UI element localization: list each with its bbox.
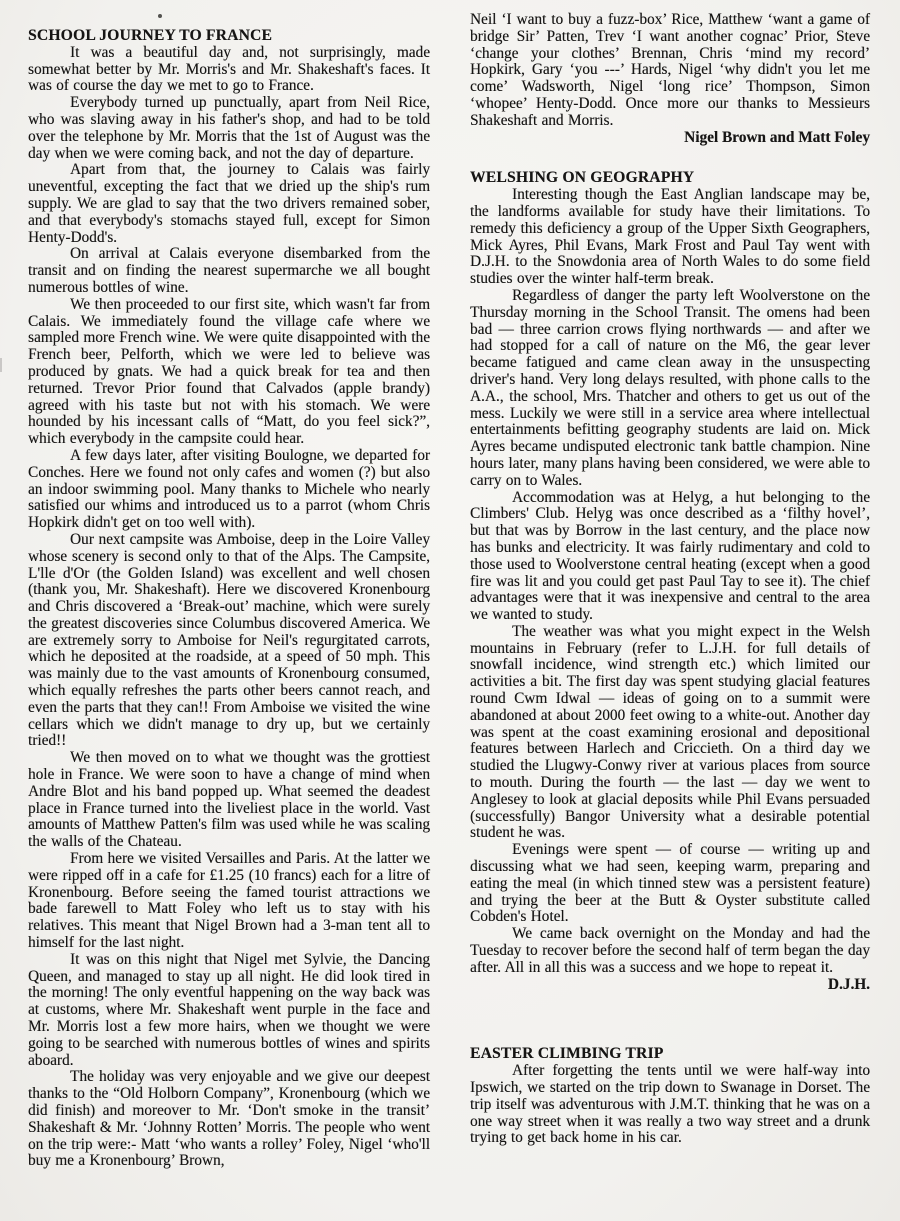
paragraph: A few days later, after visiting Boulogne, we departed for Conches. Here we found not only cafes and women (?) but also an indoor swimming pool. Many thanks to Michele who nearly satisfied our whims and introduced us to a parrot (whom Chris Hopkirk didn't get on too well with).	[28, 446, 430, 532]
paragraph: Accommodation was at Helyg, a hut belonging to the Climbers' Club. Helyg was once described as a ‘filthy hovel’, but that was by Borrow in the last century, and the place now has bunks and electricity. It was fairly rudimentary and cold to those used to Woolverstone central heating (except when a good fire was lit and you could get past Paul Tay to see it). The chief advantages were that it was inexpensive and central to the area we wanted to study.	[470, 488, 870, 624]
paragraph: It was a beautiful day and, not surprisingly, made somewhat better by Mr. Morris's and Mr. Shakeshaft's faces. It was of course the day we met to go to France.	[28, 43, 430, 95]
paragraph: The weather was what you might expect in the Welsh mountains in February (refer to L.J.H. for full details of snowfall incidence, wind strength etc.) which limited our activities a bit. The first day was spent studying glacial features round Cwm Idwal — ideas of going on to a summit were abandoned at about 2000 feet owing to a white-out. Another day was spent at the coast examining erosional and depositional features between Harlech and Criccieth. On a third day we studied the Llugwy-Conwy river at various places from source to mouth. During the fourth — the last — day we went to Anglesey to look at glacial deposits while Phil Evans persuaded (successfully) Bangor University what a desirable potential student he was.	[470, 622, 870, 842]
column-right	[470, 0, 870, 1147]
paragraph: We then proceeded to our first site, which wasn't far from Calais. We immediately found the village cafe where we sampled more French wine. We were quite disappointed with the French beer, Pelforth, which we were led to believe was produced by gnats. We had a quick break for tea and then returned. Trevor Prior found that Calvados (apple brandy) agreed with his taste but not with his stomach. We were hounded by his incessant calls of “Matt, do you feel sick?”, which everybody in the campsite could hear.	[28, 295, 430, 448]
paragraph: From here we visited Versailles and Paris. At the latter we were ripped off in a cafe for £1.25 (10 francs) each for a litre of Kronenbourg. Before seeing the famed tourist attractions we bade farewell to Matt Foley who left us to stay with his relatives. This meant that Nigel Brown had a 3-man tent all to himself for the last night.	[28, 850, 430, 952]
paragraph: Regardless of danger the party left Woolverstone on the Thursday morning in the School Transit. The omens had been bad — three carrion crows flying northwards — and after we had stopped for a call of nature on the M6, the gear lever became fatigued and came clean away in the unsuspecting driver's hand. Very long delays resulted, with phone calls to the A.A., the school, Mrs. Thatcher and others to get us out of the mess. Luckily we were still in a service area where intellectual entertainments befitting geography students are laid on. Mick Ayres became undisputed electronic tank battle champion. Nine hours later, many plans having been considered, we were able to carry on to Wales.	[470, 286, 870, 489]
byline: D.J.H.	[827, 975, 870, 993]
paragraph: Apart from that, the journey to Calais was fairly uneventful, excepting the fact that we dried up the ship's rum supply. We are glad to say that the two drivers remained sober, and that everybody's stomachs stayed full, except for Simon Henty-Dodd's.	[28, 161, 430, 246]
paragraph: It was on this night that Nigel met Sylvie, the Dancing Queen, and managed to stay up all night. He did look tired in the morning! The only eventful happening on the way back was at customs, where Mr. Shakeshaft went purple in the face and Mr. Morris lost a few more hairs, when we thought we were going to be searched with numerous bottles of wines and spirits aboard.	[28, 950, 430, 1069]
paragraph: We came back overnight on the Monday and had the Tuesday to recover before the second half of term began the day after. All in all this was a success and we hope to repeat it.	[470, 925, 870, 976]
paragraph: Evenings were spent — of course — writing up and discussing what we had seen, keeping warm, preparing and eating the meal (in which tinned stew was a persistent feature) and trying the beer at the Butt & Oyster substitute called Cobden's Hotel.	[470, 841, 870, 926]
paragraph: Our next campsite was Amboise, deep in the Loire Valley whose scenery is second only to that of the Alps. The Campsite, L'lle d'Or (the Golden Island) was excellent and well chosen (thank you, Mr. Shakeshaft). Here we discovered Kronenbourg and Chris discovered a ‘Break-out’ machine, which were surely the greatest discoveries since Columbus discovered America. We are extremely sorry to Amboise for Neil's regurgitated carrots, which he deposited at the roadside, at a speed of 50 mph. This was mainly due to the vast amounts of Kronenbourg consumed, which equally refreshes the parts other beers cannot reach, and even the parts that they can!! From Amboise we visited the wine cellars which we didn't manage to dry up, but we certainly tried!!	[28, 530, 430, 750]
paragraph: Interesting though the East Anglian landscape may be, the landforms available for study have their limitations. To remedy this deficiency a group of the Upper Sixth Geographers, Mick Ayres, Phil Evans, Mark Frost and Paul Tay went with D.J.H. to the Snowdonia area of North Wales to do some field studies over the winter half-term break.	[470, 186, 870, 288]
byline: Nigel Brown and Matt Foley	[684, 128, 870, 146]
paragraph: On arrival at Calais everyone disembarked from the transit and on finding the nearest supermarche we all bought numerous bottles of wine.	[28, 245, 430, 296]
paragraph: After forgetting the tents until we were half-way into Ipswich, we started on the trip down to Swanage in Dorset. The trip itself was adventurous with J.M.T. thinking that he was on a one way street when it was really a two way street and a drunk trying to get back home in his car.	[470, 1062, 870, 1147]
article-heading: SCHOOL JOURNEY TO FRANCE	[28, 27, 273, 44]
paragraph: Everybody turned up punctually, apart from Neil Rice, who was slaving away in his father's shop, and had to be told over the telephone by Mr. Morris that the 1st of August was the day when we were coming back, and not the day of departure.	[28, 94, 430, 162]
paragraph: We then moved on to what we thought was the grottiest hole in France. We were soon to have a change of mind when Andre Blot and his band popped up. What seemed the deadest place in France turned into the liveliest place in the world. Vast amounts of Matthew Patten's film was used while he was scaling the walls of the Chateau.	[28, 749, 431, 851]
paragraph-continuation: Neil ‘I want to buy a fuzz-box’ Rice, Matthew ‘want a game of bridge Sir’ Patten, Trev ‘I want another cognac’ Prior, Steve ‘change your clothes’ Brennan, Chris ‘mind my record’ Hopkirk, Gary ‘you ---’ Hards, Nigel ‘why didn't you let me come’ Wadsworth, Nigel ‘long rice’ Thompson, Simon ‘whopee’ Henty-Dodd. Once more our thanks to Messieurs Shakeshaft and Morris.	[470, 11, 870, 129]
article-heading: WELSHING ON GEOGRAPHY	[470, 169, 695, 187]
column-left	[28, 0, 430, 1170]
paragraph: The holiday was very enjoyable and we give our deepest thanks to the “Old Holborn Company”, Kronenbourg (which we did finish) and moreover to Mr. ‘Don't smoke in the transit’ Shakeshaft & Mr. ‘Johnny Rotten’ Morris. The people who went on the trip were:- Matt ‘who wants a rolley’ Foley, Nigel ‘who'll buy me a Kronenbourg’ Brown,	[28, 1068, 430, 1170]
scan-smudge	[0, 358, 2, 372]
article-heading: EASTER CLIMBING TRIP	[470, 1045, 664, 1063]
